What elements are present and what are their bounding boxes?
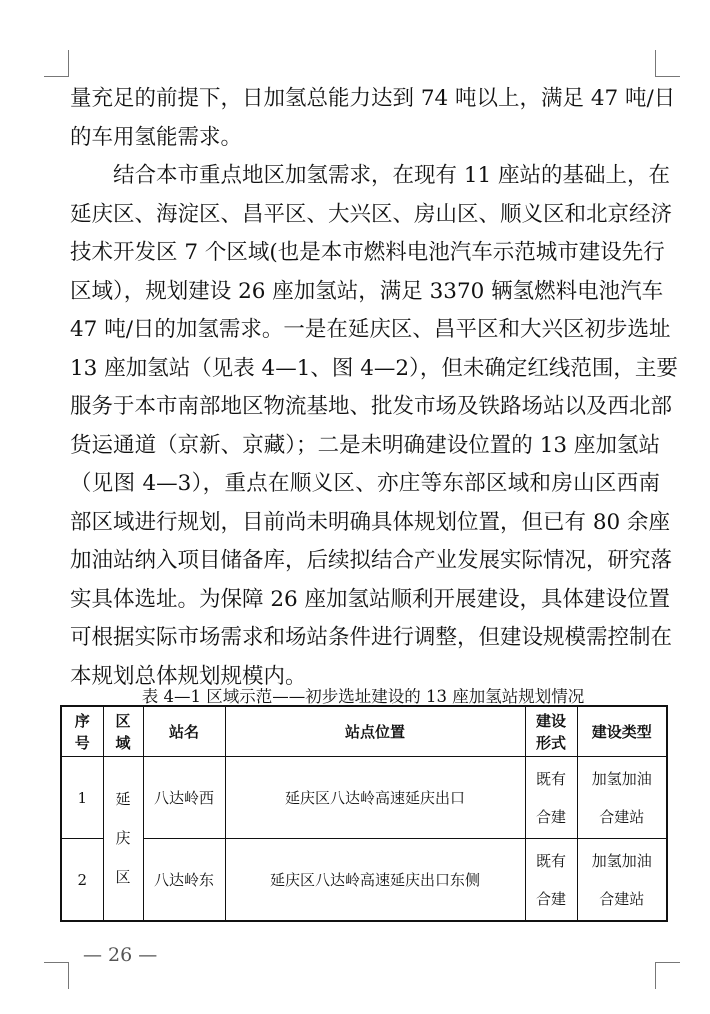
- build-form: 既有 合建: [525, 839, 577, 922]
- crop-mark-top-left-horizontal: [44, 76, 69, 77]
- text-line: 结合本市重点地区加氢需求，在现有 11 座站的基础上，在: [113, 163, 671, 188]
- text-line: 13 座加氢站（见表 4—1、图 4—2），但未确定红线范围，主要: [70, 355, 678, 381]
- crop-mark-bottom-left-vertical: [68, 962, 69, 989]
- text-line: 服务于本市南部地区物流基地、批发市场及铁路场站以及西北部: [70, 394, 673, 419]
- row-no: 2: [61, 839, 103, 922]
- header-form: 建设 形式: [525, 706, 577, 757]
- crop-mark-top-right-horizontal: [655, 76, 680, 77]
- station-name: 八达岭西: [143, 757, 225, 839]
- page-number: — 26 —: [83, 944, 158, 966]
- crop-mark-bottom-right-horizontal: [655, 962, 680, 963]
- table-header-row: [61, 706, 667, 757]
- station-name: 八达岭东: [143, 839, 225, 922]
- text-line: 技术开发区 7 个区域(也是本市燃料电池汽车示范城市建设先行: [70, 240, 665, 265]
- text-line: 区域），规划建设 26 座加氢站，满足 3370 辆氢燃料电池汽车: [70, 278, 664, 304]
- table-row: [61, 839, 667, 922]
- station-location: 延庆区八达岭高速延庆出口: [225, 757, 525, 839]
- crop-mark-bottom-right-vertical: [655, 962, 656, 989]
- build-type: 加氢加油 合建站: [577, 757, 667, 839]
- text-line: 量充足的前提下，日加氢总能力达到 74 吨以上，满足 47 吨/日: [70, 86, 676, 111]
- crop-mark-top-right-vertical: [655, 50, 656, 77]
- build-type: 加氢加油 合建站: [577, 839, 667, 922]
- header-type: 建设类型: [577, 706, 667, 757]
- body-text: [70, 80, 678, 696]
- header-no: 序 号: [61, 706, 103, 757]
- hydrogen-station-table: [60, 705, 668, 922]
- text-line: 加油站纳入项目储备库，后续拟结合产业发展实际情况，研究落: [70, 548, 673, 573]
- text-line: 货运通道（京新、京藏）；二是未明确建设位置的 13 座加氢站: [70, 432, 660, 458]
- header-region: 区 域: [103, 706, 143, 757]
- build-form: 既有 合建: [525, 757, 577, 839]
- region-cell: 延 庆 区: [103, 757, 143, 922]
- text-line: 本规划总体规划规模内。: [70, 663, 307, 689]
- text-line: 可根据实际市场需求和场站条件进行调整，但建设规模需控制在: [70, 625, 673, 650]
- table-row: [61, 757, 667, 839]
- text-line: 部区域进行规划，目前尚未明确具体规划位置，但已有 80 余座: [70, 509, 671, 535]
- station-location: 延庆区八达岭高速延庆出口东侧: [225, 839, 525, 922]
- text-line: （见图 4—3），重点在顺义区、亦庄等东部区域和房山区西南: [70, 471, 660, 496]
- header-name: 站名: [143, 706, 225, 757]
- header-location: 站点位置: [225, 706, 525, 757]
- text-line: 延庆区、海淀区、昌平区、大兴区、房山区、顺义区和北京经济: [70, 201, 673, 227]
- crop-mark-top-left-vertical: [68, 50, 69, 77]
- crop-mark-bottom-left-horizontal: [44, 962, 69, 963]
- text-line: 47 吨/日的加氢需求。一是在延庆区、昌平区和大兴区初步选址: [70, 317, 671, 342]
- text-line: 的车用氢能需求。: [70, 124, 243, 150]
- row-no: 1: [61, 757, 103, 839]
- table-caption: 表 4—1 区域示范——初步选址建设的 13 座加氢站规划情况: [141, 687, 585, 706]
- text-line: 实具体选址。为保障 26 座加氢站顺利开展建设，具体建设位置: [70, 586, 671, 612]
